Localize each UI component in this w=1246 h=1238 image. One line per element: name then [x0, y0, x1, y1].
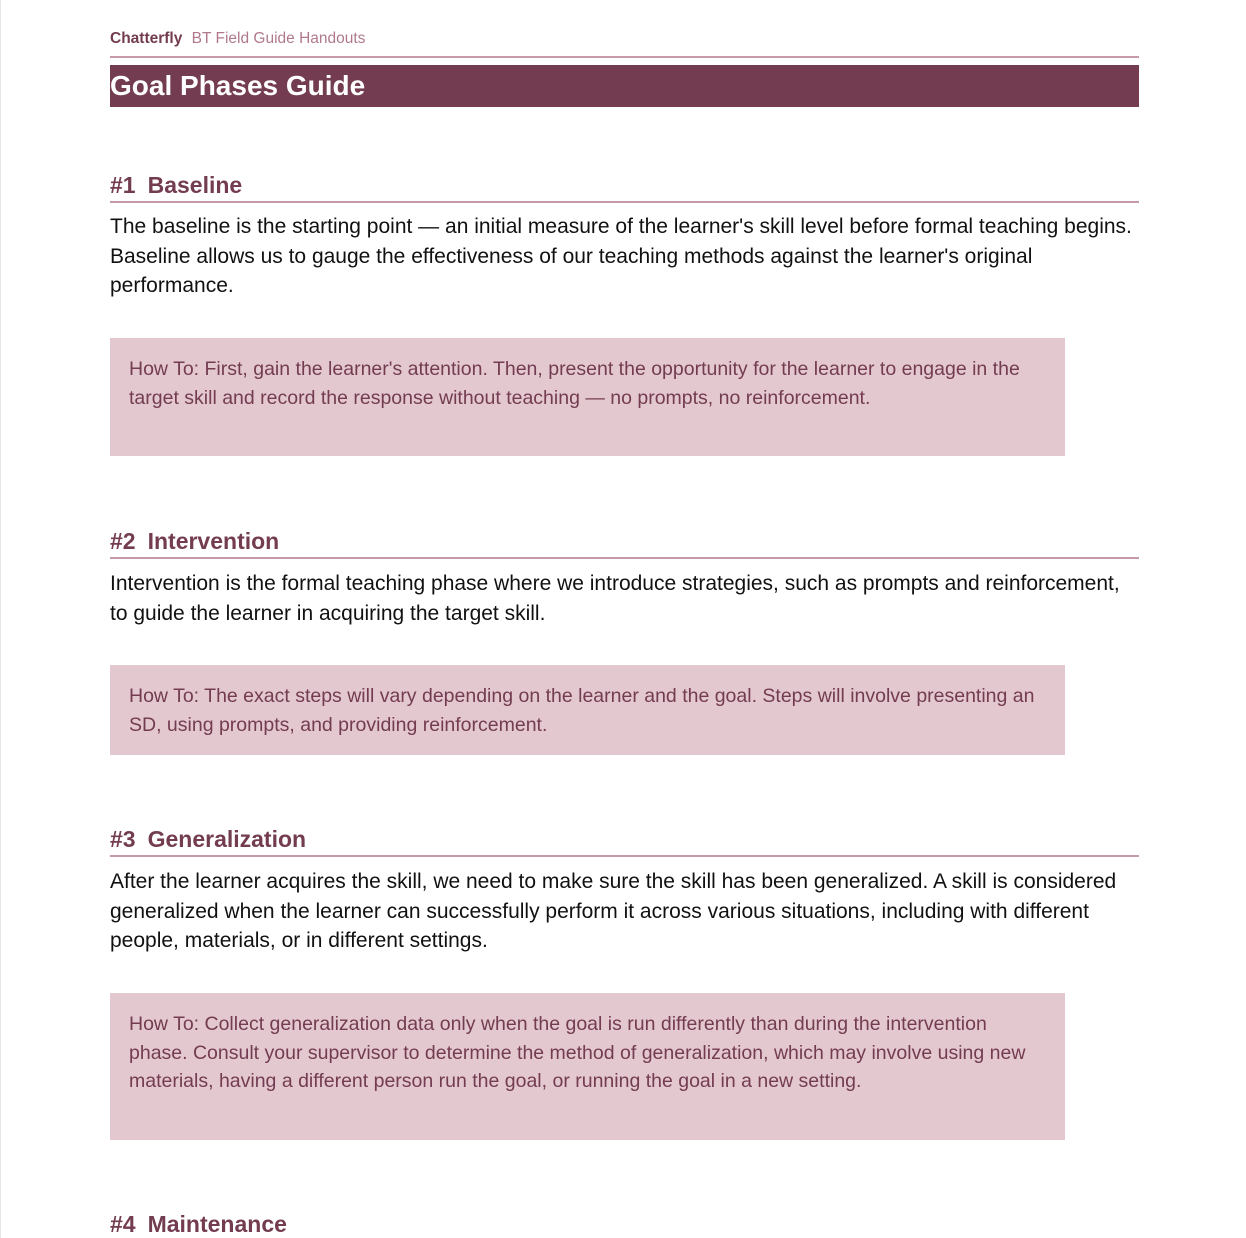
section-number: #4	[110, 1211, 136, 1237]
header-divider	[110, 56, 1139, 58]
section-heading-text: Maintenance	[147, 1211, 287, 1237]
section-body-generalization: After the learner acquires the skill, we need to make sure the skill has been generalized. A skill is considered generalized when the learner can successfully perform it across various situations, including with different people, materials, or in different settings.	[110, 870, 1117, 953]
howto-box-generalization: How To: Collect generalization data only when the goal is run differently than during the intervention phase. Consult your supervisor to determine the method of generalization, which may involve using new materials, having a different person run the goal, or running the goal in a new setting.	[110, 993, 1065, 1140]
section-number: #3	[110, 826, 136, 852]
section-heading-intervention	[110, 527, 1139, 559]
section-number: #2	[110, 528, 136, 554]
howto-box-baseline: How To: First, gain the learner's attention. Then, present the opportunity for the learner to engage in the target skill and record the response without teaching — no prompts, no reinforcement.	[110, 338, 1065, 456]
section-number: #1	[110, 172, 136, 198]
page-title: Goal Phases Guide	[110, 65, 1139, 107]
page-header	[110, 29, 365, 49]
howto-box-intervention: How To: The exact steps will vary depending on the learner and the goal. Steps will involve presenting an SD, using prompts, and providing reinforcement.	[110, 665, 1065, 755]
section-heading-text: Generalization	[147, 826, 307, 852]
section-body-intervention: Intervention is the formal teaching phase where we introduce strategies, such as prompts and reinforcement, to guide the learner in acquiring the target skill.	[110, 572, 1120, 625]
section-heading-generalization	[110, 825, 1139, 857]
section-body-baseline: The baseline is the starting point — an initial measure of the learner's skill level before formal teaching begins. Baseline allows us to gauge the effectiveness of our teaching methods against the learner's original performance.	[110, 215, 1132, 298]
brand-name: Chatterfly	[110, 30, 183, 47]
section-heading-maintenance	[110, 1210, 1139, 1238]
section-heading-text: Intervention	[147, 528, 280, 554]
section-heading-text: Baseline	[147, 172, 243, 198]
section-heading-baseline	[110, 171, 1139, 203]
handout-series-label: BT Field Guide Handouts	[191, 30, 366, 47]
